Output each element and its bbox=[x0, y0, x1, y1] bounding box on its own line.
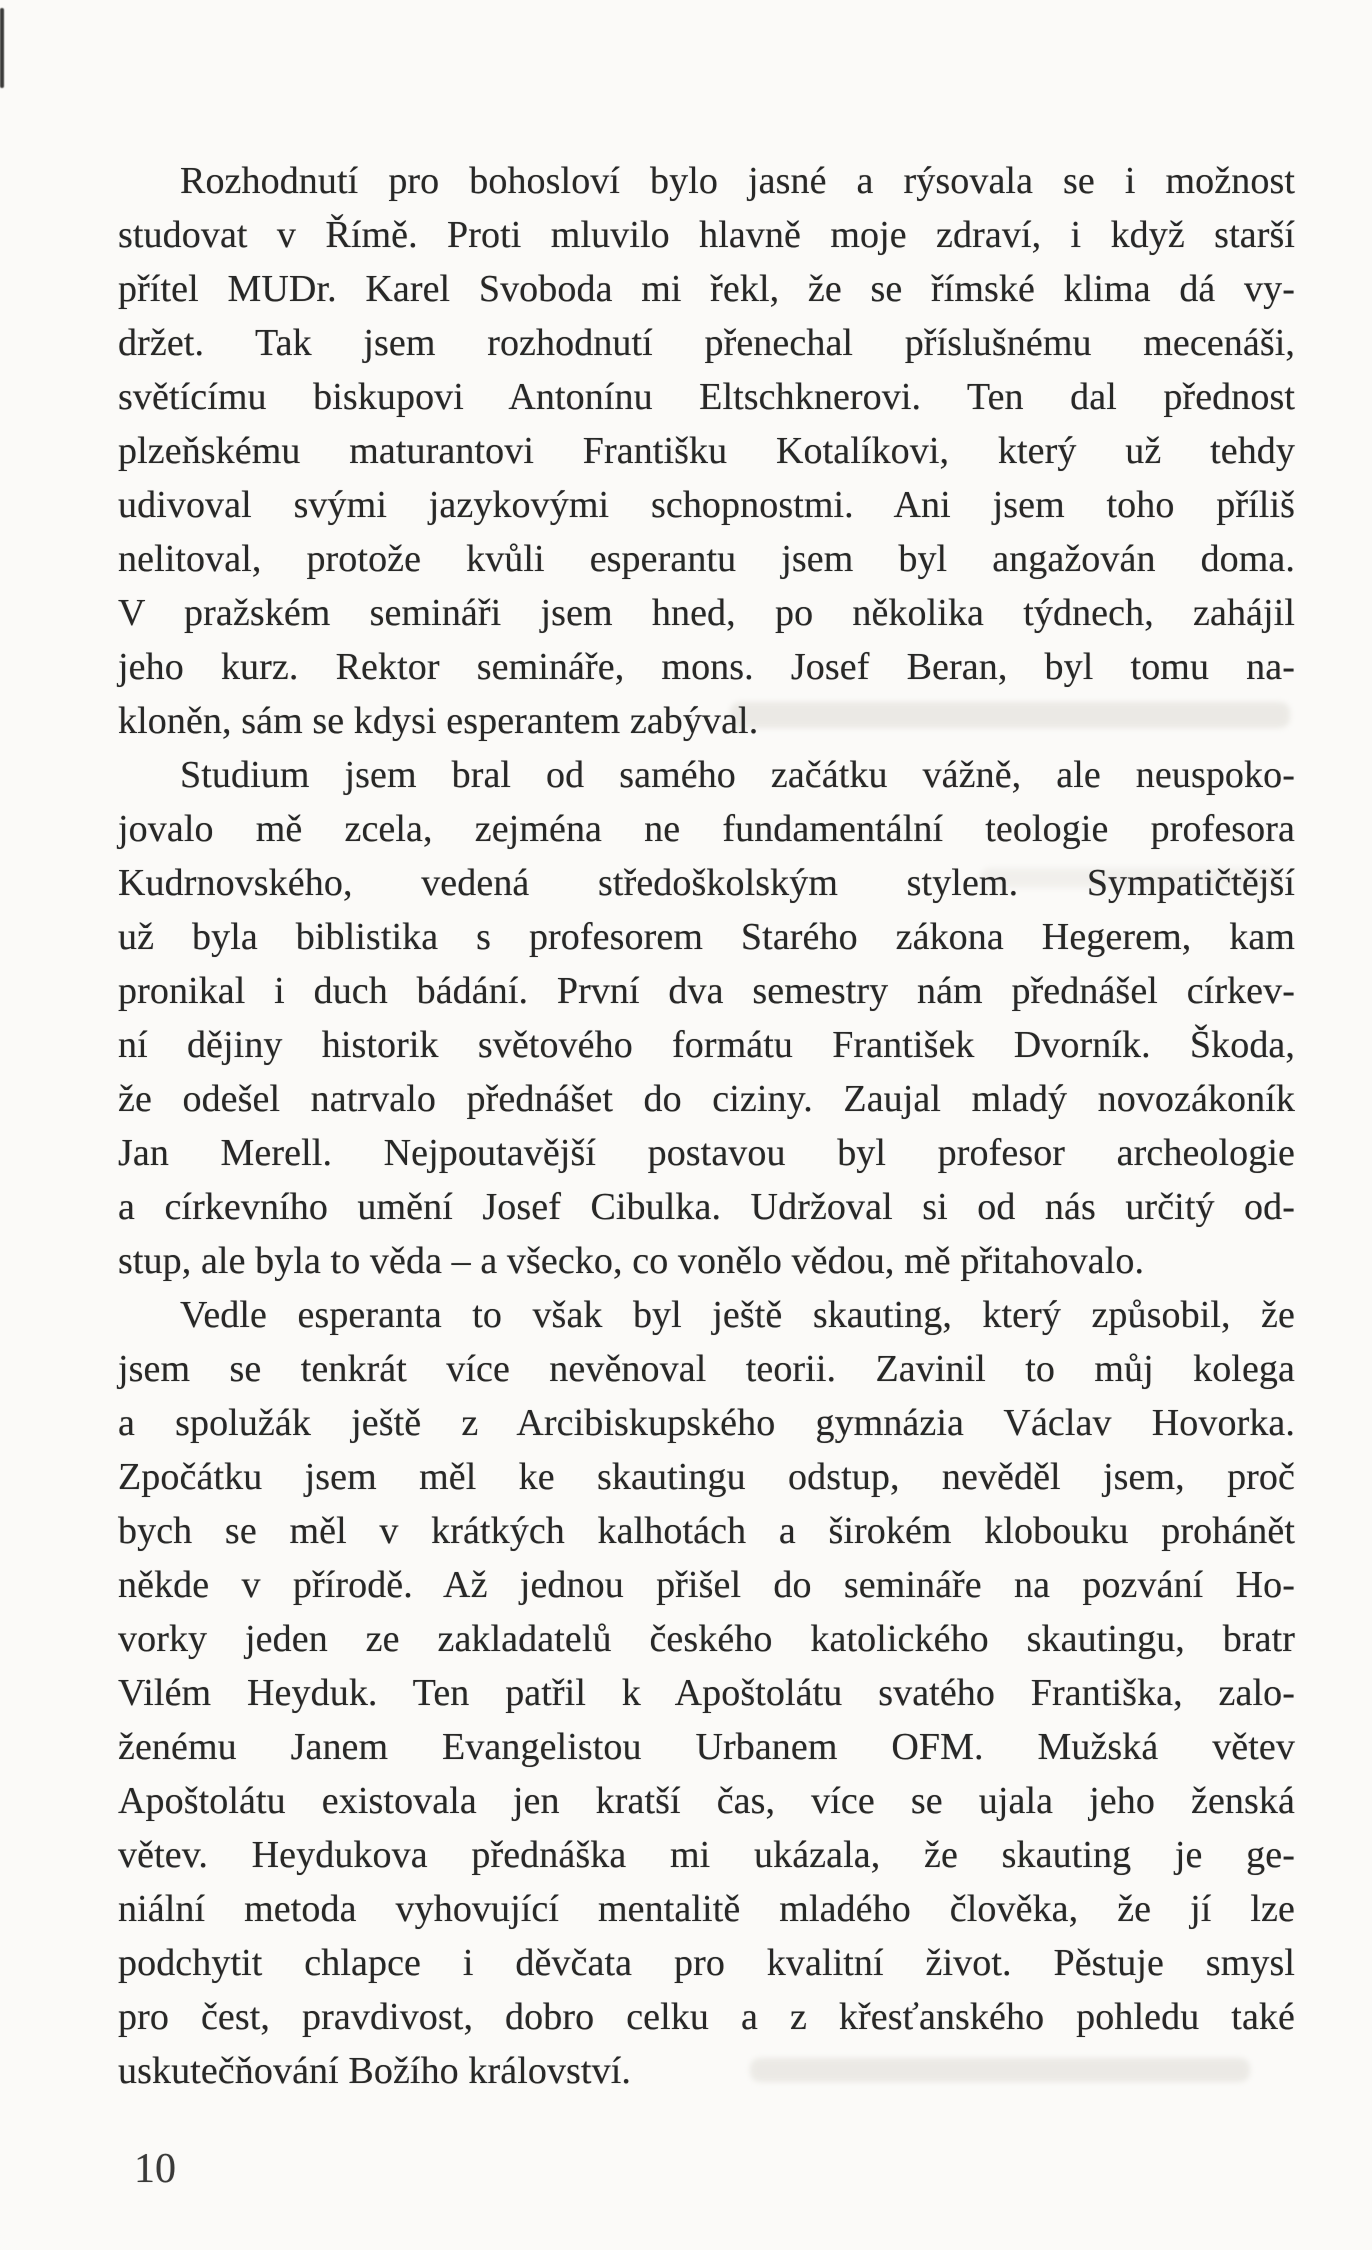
text-line: Vedle esperanta to však byl ještě skauting, který způsobil, že bbox=[180, 1294, 1295, 1336]
text-line: ní dějiny historik světového formátu František Dvorník. Škoda, bbox=[118, 1024, 1295, 1066]
page-text bbox=[118, 154, 1295, 2098]
text-line: a církevního umění Josef Cibulka. Udržoval si od nás určitý od- bbox=[118, 1186, 1295, 1228]
text-line: přítel MUDr. Karel Svoboda mi řekl, že se římské klima dá vy- bbox=[118, 268, 1295, 310]
text-line: bych se měl v krátkých kalhotách a širokém klobouku prohánět bbox=[118, 1510, 1295, 1552]
text-line: Studium jsem bral od samého začátku vážně, ale neuspoko- bbox=[180, 754, 1295, 796]
text-line: podchytit chlapce i děvčata pro kvalitní život. Pěstuje smysl bbox=[118, 1942, 1295, 1984]
text-line: že odešel natrvalo přednášet do ciziny. Zaujal mladý novozákoník bbox=[118, 1078, 1295, 1120]
page-number: 10 bbox=[134, 2146, 176, 2192]
text-line: pronikal i duch bádání. První dva semestry nám přednášel církev- bbox=[118, 970, 1295, 1012]
text-line: niální metoda vyhovující mentalitě mladého člověka, že jí lze bbox=[118, 1888, 1295, 1930]
text-line: udivoval svými jazykovými schopnostmi. Ani jsem toho příliš bbox=[118, 484, 1295, 526]
text-line: uskutečňování Božího království. bbox=[118, 2050, 631, 2092]
text-line: nelitoval, protože kvůli esperantu jsem byl angažován doma. bbox=[118, 538, 1295, 580]
text-line: držet. Tak jsem rozhodnutí přenechal příslušnému mecenáši, bbox=[118, 322, 1295, 364]
text-line: Rozhodnutí pro bohosloví bylo jasné a rýsovala se i možnost bbox=[180, 160, 1295, 202]
text-line: jovalo mě zcela, zejména ne fundamentální teologie profesora bbox=[118, 808, 1295, 850]
scan-edge-artifact bbox=[0, 8, 4, 88]
text-line: stup, ale byla to věda – a všecko, co vonělo vědou, mě přitahovalo. bbox=[118, 1240, 1145, 1282]
text-line: jsem se tenkrát více nevěnoval teorii. Zavinil to můj kolega bbox=[118, 1348, 1295, 1390]
text-line: pro čest, pravdivost, dobro celku a z křesťanského pohledu také bbox=[118, 1996, 1295, 2038]
text-line: Jan Merell. Nejpoutavější postavou byl profesor archeologie bbox=[118, 1132, 1295, 1174]
text-line: ženému Janem Evangelistou Urbanem OFM. Mužská větev bbox=[118, 1726, 1295, 1768]
text-line: jeho kurz. Rektor semináře, mons. Josef Beran, byl tomu na- bbox=[118, 646, 1295, 688]
text-line: vorky jeden ze zakladatelů českého katolického skautingu, bratr bbox=[118, 1618, 1295, 1660]
text-line: Zpočátku jsem měl ke skautingu odstup, nevěděl jsem, proč bbox=[118, 1456, 1295, 1498]
text-line: Apoštolátu existovala jen kratší čas, více se ujala jeho ženská bbox=[118, 1780, 1295, 1822]
text-line: Kudrnovského, vedená středoškolským stylem. Sympatičtější bbox=[118, 862, 1295, 904]
text-line: Vilém Heyduk. Ten patřil k Apoštolátu svatého Františka, zalo- bbox=[118, 1672, 1295, 1714]
text-line: světícímu biskupovi Antonínu Eltschknerovi. Ten dal přednost bbox=[118, 376, 1295, 418]
text-line: kloněn, sám se kdysi esperantem zabýval. bbox=[118, 700, 759, 742]
text-line: už byla biblistika s profesorem Starého zákona Hegerem, kam bbox=[118, 916, 1295, 958]
text-line: plzeňskému maturantovi Františku Kotalíkovi, který už tehdy bbox=[118, 430, 1295, 472]
text-line: někde v přírodě. Až jednou přišel do semináře na pozvání Ho- bbox=[118, 1564, 1295, 1606]
text-line: větev. Heydukova přednáška mi ukázala, že skauting je ge- bbox=[118, 1834, 1295, 1876]
text-line: studovat v Římě. Proti mluvilo hlavně moje zdraví, i když starší bbox=[118, 214, 1295, 256]
text-line: V pražském semináři jsem hned, po několika týdnech, zahájil bbox=[118, 592, 1295, 634]
text-line: a spolužák ještě z Arcibiskupského gymnázia Václav Hovorka. bbox=[118, 1402, 1295, 1444]
